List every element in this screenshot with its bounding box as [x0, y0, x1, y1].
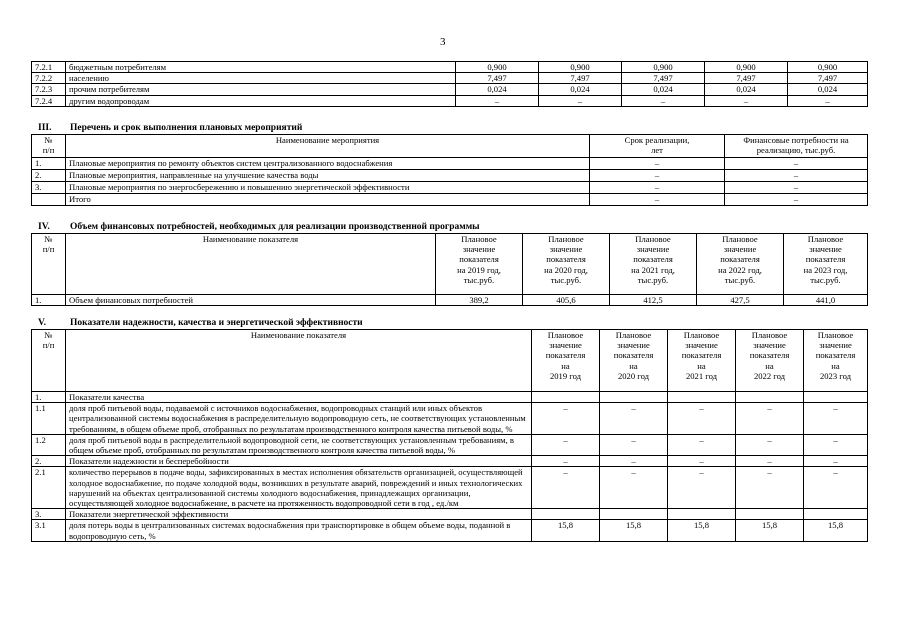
- section-4-title: [38, 222, 480, 232]
- section-5-table: [31, 329, 868, 542]
- s5-header-year: Плановое значение показателя на 2023 год: [804, 330, 868, 392]
- table-row: [32, 392, 868, 403]
- row-value: [532, 509, 600, 520]
- s4-header-year: Плановое значение показателя на 2020 год, тыс.руб.: [523, 234, 610, 295]
- row-value: –: [804, 456, 868, 467]
- row-name: Плановые мероприятия по энергосбережению и повышению энергетической эффективности: [66, 182, 590, 194]
- row-term: –: [590, 182, 725, 194]
- s5-header-year: Плановое значение показателя на 2021 год: [668, 330, 736, 392]
- table-row: [32, 158, 868, 170]
- row-name: доля проб питьевой воды в распределительной водопроводной сети, не соответствующих установленным требованиям, в общем объеме проб, отобранных по результатам производственного контроля качества питьевой воды, %: [66, 434, 532, 455]
- row-number: 3.: [32, 509, 66, 520]
- row-value: 0,900: [788, 62, 868, 73]
- row-value: –: [532, 467, 600, 509]
- row-number: 2.: [32, 456, 66, 467]
- row-value: 15,8: [804, 520, 868, 541]
- row-value: –: [736, 434, 804, 455]
- row-name: Плановые мероприятия по ремонту объектов систем централизованного водоснабжения: [66, 158, 590, 170]
- row-value: 15,8: [532, 520, 600, 541]
- row-number: [32, 194, 66, 206]
- row-value: –: [804, 403, 868, 435]
- table-row: [32, 84, 868, 95]
- table-row: [32, 295, 868, 306]
- row-value: –: [622, 95, 705, 106]
- row-value: [804, 509, 868, 520]
- table-row: [32, 170, 868, 182]
- row-name: Итого: [66, 194, 590, 206]
- table-row: [32, 73, 868, 84]
- row-number: 1.: [32, 158, 66, 170]
- table-row: [32, 62, 868, 73]
- table-row: [32, 467, 868, 509]
- table-row: [32, 520, 868, 541]
- row-value: 0,024: [539, 84, 622, 95]
- row-value: –: [539, 95, 622, 106]
- row-value: –: [600, 434, 668, 455]
- row-term: –: [590, 194, 725, 206]
- row-finance: –: [725, 170, 868, 182]
- row-number: 1.2: [32, 434, 66, 455]
- row-term: –: [590, 170, 725, 182]
- row-value: –: [705, 95, 788, 106]
- row-number: 7.2.4: [32, 95, 66, 106]
- row-name: бюджетным потребителям: [66, 62, 456, 73]
- s5-header-name: Наименование показателя: [66, 330, 532, 392]
- row-value: [532, 392, 600, 403]
- s4-header-num: № п/п: [32, 234, 66, 295]
- s5-header-year: Плановое значение показателя на 2020 год: [600, 330, 668, 392]
- section-5-number: V.: [38, 318, 47, 328]
- table-row: [32, 403, 868, 435]
- row-value: –: [532, 434, 600, 455]
- row-name: другим водопроводам: [66, 95, 456, 106]
- row-value: 0,024: [456, 84, 539, 95]
- section-3-number: III.: [38, 123, 52, 133]
- row-name: количество перерывов в подаче воды, зафиксированных в местах исполнения обязательств организацией, осуществляющей холодное водоснабжение, по подаче холодной воды, возникших в результате аварий, повреждений и иных технологических нарушений на объектах централизованной системы холодного водоснабжения, принадлежащих организации, осуществляющей холодное водоснабжение, в расчете на протяженность водопроводной сети в год , ед./км: [66, 467, 532, 509]
- table-row: [32, 509, 868, 520]
- row-number: 7.2.1: [32, 62, 66, 73]
- table-row: [32, 194, 868, 206]
- row-value: 412,5: [610, 295, 697, 306]
- row-value: [668, 509, 736, 520]
- row-value: –: [668, 434, 736, 455]
- section-3-heading: Перечень и срок выполнения плановых мероприятий: [70, 123, 303, 133]
- row-number: 1.: [32, 392, 66, 403]
- row-value: –: [668, 456, 736, 467]
- s4-header-year: Плановое значение показателя на 2022 год, тыс.руб.: [697, 234, 784, 295]
- row-value: –: [456, 95, 539, 106]
- table-row: [32, 456, 868, 467]
- row-value: 427,5: [697, 295, 784, 306]
- row-value: 0,024: [788, 84, 868, 95]
- page-number: 3: [440, 36, 446, 48]
- row-value: –: [600, 456, 668, 467]
- row-value: 0,024: [622, 84, 705, 95]
- row-value: 0,900: [456, 62, 539, 73]
- row-value: 15,8: [736, 520, 804, 541]
- row-name: прочим потребителям: [66, 84, 456, 95]
- row-value: –: [804, 434, 868, 455]
- row-number: 2.: [32, 170, 66, 182]
- row-number: 1.1: [32, 403, 66, 435]
- table-row: [32, 95, 868, 106]
- s4-header-year: Плановое значение показателя на 2019 год, тыс.руб.: [436, 234, 523, 295]
- section-5-title: [38, 318, 363, 328]
- section-4-table: [31, 233, 868, 306]
- row-number: 3.1: [32, 520, 66, 541]
- row-value: [668, 392, 736, 403]
- row-value: 15,8: [600, 520, 668, 541]
- row-value: –: [600, 467, 668, 509]
- row-value: [600, 392, 668, 403]
- s3-header-num: № п/п: [32, 135, 66, 158]
- row-value: 7,497: [539, 73, 622, 84]
- s3-header-name: Наименование мероприятия: [66, 135, 590, 158]
- row-value: –: [532, 403, 600, 435]
- row-value: 0,900: [622, 62, 705, 73]
- row-value: 7,497: [622, 73, 705, 84]
- row-name: Показатели качества: [66, 392, 532, 403]
- row-finance: –: [725, 194, 868, 206]
- row-value: [804, 392, 868, 403]
- row-number: 1.: [32, 295, 66, 306]
- row-value: –: [532, 456, 600, 467]
- row-finance: –: [725, 158, 868, 170]
- row-term: –: [590, 158, 725, 170]
- row-value: 7,497: [788, 73, 868, 84]
- row-value: –: [736, 456, 804, 467]
- s4-header-name: Наименование показателя: [66, 234, 436, 295]
- section-5-heading: Показатели надежности, качества и энергетической эффективности: [70, 318, 363, 328]
- row-name: Показатели надежности и бесперебойности: [66, 456, 532, 467]
- row-value: –: [668, 403, 736, 435]
- row-value: –: [788, 95, 868, 106]
- row-name: Объем финансовых потребностей: [66, 295, 436, 306]
- row-value: [736, 392, 804, 403]
- row-number: 3.: [32, 182, 66, 194]
- row-value: 441,0: [784, 295, 868, 306]
- section-4-number: IV.: [38, 222, 50, 232]
- row-value: 7,497: [456, 73, 539, 84]
- tariff-values-table: [31, 61, 868, 107]
- row-name: Плановые мероприятия, направленные на улучшение качества воды: [66, 170, 590, 182]
- table-row: [32, 434, 868, 455]
- table-row: [32, 182, 868, 194]
- row-name: доля проб питьевой воды, подаваемой с источников водоснабжения, водопроводных станций или иных объектов централизованной системы водоснабжения в распределительную водопроводную сеть, не соответствующих установленным требованиям, в общем объеме проб, отобранных по результатам производственного контроля качества питьевой воды, %: [66, 403, 532, 435]
- s3-header-term: Срок реализации, лет: [590, 135, 725, 158]
- s5-header-year: Плановое значение показателя на 2019 год: [532, 330, 600, 392]
- row-value: –: [804, 467, 868, 509]
- row-value: 389,2: [436, 295, 523, 306]
- row-value: 405,6: [523, 295, 610, 306]
- s3-header-finance: Финансовые потребности на реализацию, тыс.руб.: [725, 135, 868, 158]
- row-value: 0,024: [705, 84, 788, 95]
- row-number: 2.1: [32, 467, 66, 509]
- row-name: Показатели энергетической эффективности: [66, 509, 532, 520]
- row-number: 7.2.2: [32, 73, 66, 84]
- row-value: 0,900: [705, 62, 788, 73]
- s5-header-year: Плановое значение показателя на 2022 год: [736, 330, 804, 392]
- row-number: 7.2.3: [32, 84, 66, 95]
- row-finance: –: [725, 182, 868, 194]
- row-value: [600, 509, 668, 520]
- s5-header-num: № п/п: [32, 330, 66, 392]
- row-name: доля потерь воды в централизованных системах водоснабжения при транспортировке в общем объеме воды, поданной в водопроводную сеть, %: [66, 520, 532, 541]
- section-3-title: [38, 123, 302, 133]
- row-value: 7,497: [705, 73, 788, 84]
- row-value: –: [600, 403, 668, 435]
- row-value: –: [668, 467, 736, 509]
- row-value: [736, 509, 804, 520]
- section-4-heading: Объем финансовых потребностей, необходимых для реализации производственной программы: [70, 222, 480, 232]
- row-value: –: [736, 467, 804, 509]
- s4-header-year: Плановое значение показателя на 2021 год, тыс.руб.: [610, 234, 697, 295]
- row-value: 15,8: [668, 520, 736, 541]
- row-name: населению: [66, 73, 456, 84]
- row-value: 0,900: [539, 62, 622, 73]
- section-3-table: [31, 134, 868, 206]
- s4-header-year: Плановое значение показателя на 2023 год, тыс.руб.: [784, 234, 868, 295]
- row-value: –: [736, 403, 804, 435]
